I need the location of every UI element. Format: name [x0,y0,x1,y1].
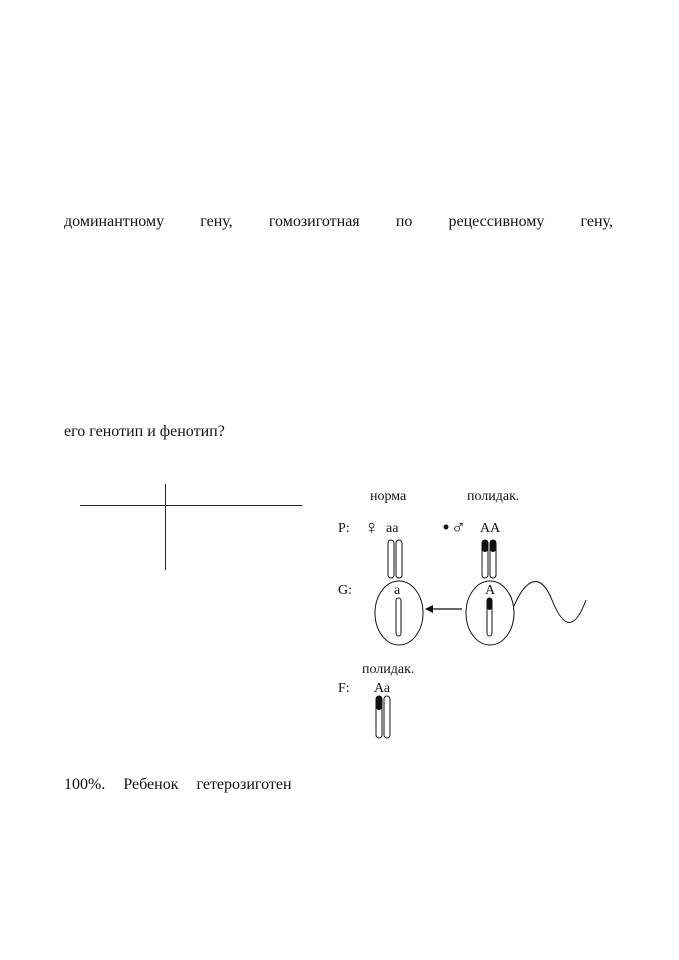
female-chromosome-pair [388,540,402,578]
word: по [395,213,413,230]
offspring-genotype: Аа [374,681,391,696]
male-chromosome-pair [482,540,496,578]
gamete-male: А [485,583,496,598]
word: Ребенок [123,776,179,793]
genotype-female: аа [386,521,399,536]
word: гену, [580,213,613,230]
horizontal-rule [80,505,302,506]
phenotype-female-label: норма [370,489,407,504]
female-symbol-icon: ♀ [364,517,379,539]
offspring-phenotype-label: полидак. [362,662,415,677]
genotype-male: АА [480,521,501,536]
word: 100%. [64,776,106,793]
genetics-cross-diagram [330,480,600,750]
male-symbol-icon: ♂ [451,517,466,539]
text-line-1 [64,213,613,231]
word: рецессивному [448,213,545,230]
punnett-cross-lines [80,484,302,570]
gamete-female: а [394,583,401,598]
word: доминантному [64,213,165,230]
gamete-female-chromosome [396,598,401,636]
row-p-label: P: [338,521,350,536]
word: гомозиготная [268,213,360,230]
offspring-chromosome-pair [376,696,390,738]
arrow-head-icon [425,605,433,613]
word: гену, [200,213,233,230]
word: гетерозиготен [196,776,292,793]
text-line-2: его генотип и фенотип? [64,423,225,440]
row-f-label: F: [338,681,350,696]
phenotype-male-label: полидак. [467,489,520,504]
sperm-tail [514,582,586,623]
vertical-rule [165,484,166,570]
text-line-3 [64,776,292,794]
dot-marker [444,525,449,530]
row-g-label: G: [338,583,352,598]
